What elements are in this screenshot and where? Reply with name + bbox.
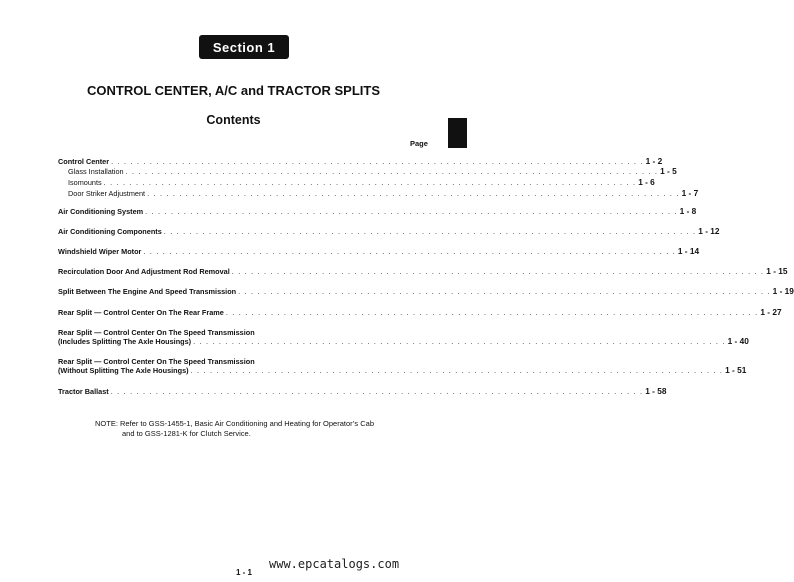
watermark: www.epcatalogs.com (269, 557, 400, 571)
dot-leader: . . . . . . . . . . . . . . . . . . . . . . . . . . . . . . . . . . . . . . . . . . . . . . . . . . . . . . . . . . . . . . . . . . . . . . . . . . . . . . . . . . . (238, 287, 771, 296)
toc-entry-page: 1 - 5 (660, 166, 677, 176)
toc-entry-title: Tractor Ballast (58, 387, 109, 396)
dot-leader: . . . . . . . . . . . . . . . . . . . . . . . . . . . . . . . . . . . . . . . . . . . . . . . . . . . . . . . . . . . . . . . . . . . . . . . . . . . . . . . . . . . (125, 167, 659, 176)
dot-leader: . . . . . . . . . . . . . . . . . . . . . . . . . . . . . . . . . . . . . . . . . . . . . . . . . . . . . . . . . . . . . . . . . . . . . . . . . . . . . . . . . . . (111, 157, 644, 166)
note-line-2: and to GSS-1281-K for Clutch Service. (122, 429, 251, 438)
dot-leader: . . . . . . . . . . . . . . . . . . . . . . . . . . . . . . . . . . . . . . . . . . . . . . . . . . . . . . . . . . . . . . . . . . . . . . . . . . . . . . . . . . . (193, 337, 726, 346)
toc-entry-tractor-ballast[interactable] (58, 386, 667, 396)
dot-leader: . . . . . . . . . . . . . . . . . . . . . . . . . . . . . . . . . . . . . . . . . . . . . . . . . . . . . . . . . . . . . . . . . . . . . . . . . . . . . . . . . . . (225, 308, 759, 317)
toc-entry-title: Isomounts (68, 178, 102, 187)
page-title: CONTROL CENTER, A/C and TRACTOR SPLITS (87, 83, 380, 98)
toc-entry-door-striker-adjustment[interactable] (68, 188, 699, 198)
dot-leader: . . . . . . . . . . . . . . . . . . . . . . . . . . . . . . . . . . . . . . . . . . . . . . . . . . . . . . . . . . . . . . . . . . . . . . . . . . . . . . . . . . . (190, 366, 724, 375)
toc-entry-title: Glass Installation (68, 167, 124, 176)
dot-leader: . . . . . . . . . . . . . . . . . . . . . . . . . . . . . . . . . . . . . . . . . . . . . . . . . . . . . . . . . . . . . . . . . . . . . . . . . . . . . . . . . . . (147, 189, 680, 198)
dot-leader: . . . . . . . . . . . . . . . . . . . . . . . . . . . . . . . . . . . . . . . . . . . . . . . . . . . . . . . . . . . . . . . . . . . . . . . . . . . . . . . . . . . (231, 267, 765, 276)
dot-leader: . . . . . . . . . . . . . . . . . . . . . . . . . . . . . . . . . . . . . . . . . . . . . . . . . . . . . . . . . . . . . . . . . . . . . . . . . . . . . . . . . . . (143, 247, 676, 256)
toc-entry-page: 1 - 7 (681, 188, 699, 198)
dot-leader: . . . . . . . . . . . . . . . . . . . . . . . . . . . . . . . . . . . . . . . . . . . . . . . . . . . . . . . . . . . . . . . . . . . . . . . . . . . . . . . . . . . (103, 178, 637, 187)
toc-entry-title-line1: Rear Split — Control Center On The Speed Transmission (58, 357, 255, 366)
toc-entry-page: 1 - 15 (766, 266, 788, 276)
toc-entry-rear-split-with-axle[interactable] (58, 328, 749, 346)
toc-entry-page: 1 - 27 (760, 307, 782, 317)
note-line-1: NOTE: Refer to GSS-1455-1, Basic Air Conditioning and Heating for Operator’s Cab (95, 419, 375, 428)
toc-entry-title: Control Center (58, 157, 110, 166)
toc-entry-title: Split Between The Engine And Speed Transmission (58, 287, 237, 296)
toc-entry-page: 1 - 51 (725, 365, 747, 375)
dot-leader: . . . . . . . . . . . . . . . . . . . . . . . . . . . . . . . . . . . . . . . . . . . . . . . . . . . . . . . . . . . . . . . . . . . . . . . . . . . . . . . . . . . (163, 227, 697, 236)
toc-entry-isomounts[interactable] (68, 177, 655, 187)
toc-entry-title: Air Conditioning System (58, 207, 144, 216)
toc-entry-control-center[interactable] (58, 156, 663, 166)
toc-entry-glass-installation[interactable] (68, 166, 677, 176)
toc-entry-title: (Includes Splitting The Axle Housings) (58, 337, 192, 346)
toc-entry-title: Recirculation Door And Adjustment Rod Removal (58, 267, 230, 276)
toc-entry-title: Air Conditioning Components (58, 227, 162, 236)
toc-entry-air-conditioning-system[interactable] (58, 206, 697, 216)
dot-leader: . . . . . . . . . . . . . . . . . . . . . . . . . . . . . . . . . . . . . . . . . . . . . . . . . . . . . . . . . . . . . . . . . . . . . . . . . . . . . . . . . . . (110, 387, 644, 396)
toc-entry-page: 1 - 19 (772, 286, 794, 296)
toc-entry-title: Windshield Wiper Motor (58, 247, 142, 256)
dot-leader: . . . . . . . . . . . . . . . . . . . . . . . . . . . . . . . . . . . . . . . . . . . . . . . . . . . . . . . . . . . . . . . . . . . . . . . . . . . . . . . . . . . (145, 207, 678, 216)
toc-entry-engine-speed-split[interactable] (58, 286, 794, 296)
toc-entry-windshield-wiper-motor[interactable] (58, 246, 700, 256)
page-column-label: Page (410, 139, 428, 148)
toc-entry-air-conditioning-components[interactable] (58, 226, 720, 236)
toc-entry-recirculation-door[interactable] (58, 266, 788, 276)
toc-entry-page: 1 - 8 (679, 206, 697, 216)
page-number: 1 - 1 (236, 568, 253, 577)
service-note (95, 419, 415, 439)
toc-entry-page: 1 - 12 (698, 226, 720, 236)
toc-entry-page: 1 - 58 (645, 386, 667, 396)
toc-entry-title: Rear Split — Control Center On The Rear Frame (58, 308, 224, 317)
toc-entry-page: 1 - 2 (645, 156, 663, 166)
toc-entry-page: 1 - 6 (638, 177, 655, 187)
toc-entry-title: Door Striker Adjustment (68, 189, 146, 198)
toc-entry-rear-split-rear-frame[interactable] (58, 307, 782, 317)
toc-entry-title: (Without Splitting The Axle Housings) (58, 366, 189, 375)
toc-entry-page: 1 - 14 (677, 246, 700, 256)
toc-entry-rear-split-without-axle[interactable] (58, 357, 747, 375)
toc-entry-title-line1: Rear Split — Control Center On The Speed Transmission (58, 328, 255, 337)
section-badge: Section 1 (199, 35, 289, 59)
contents-heading: Contents (206, 113, 261, 127)
toc-entry-page: 1 - 40 (727, 336, 749, 346)
